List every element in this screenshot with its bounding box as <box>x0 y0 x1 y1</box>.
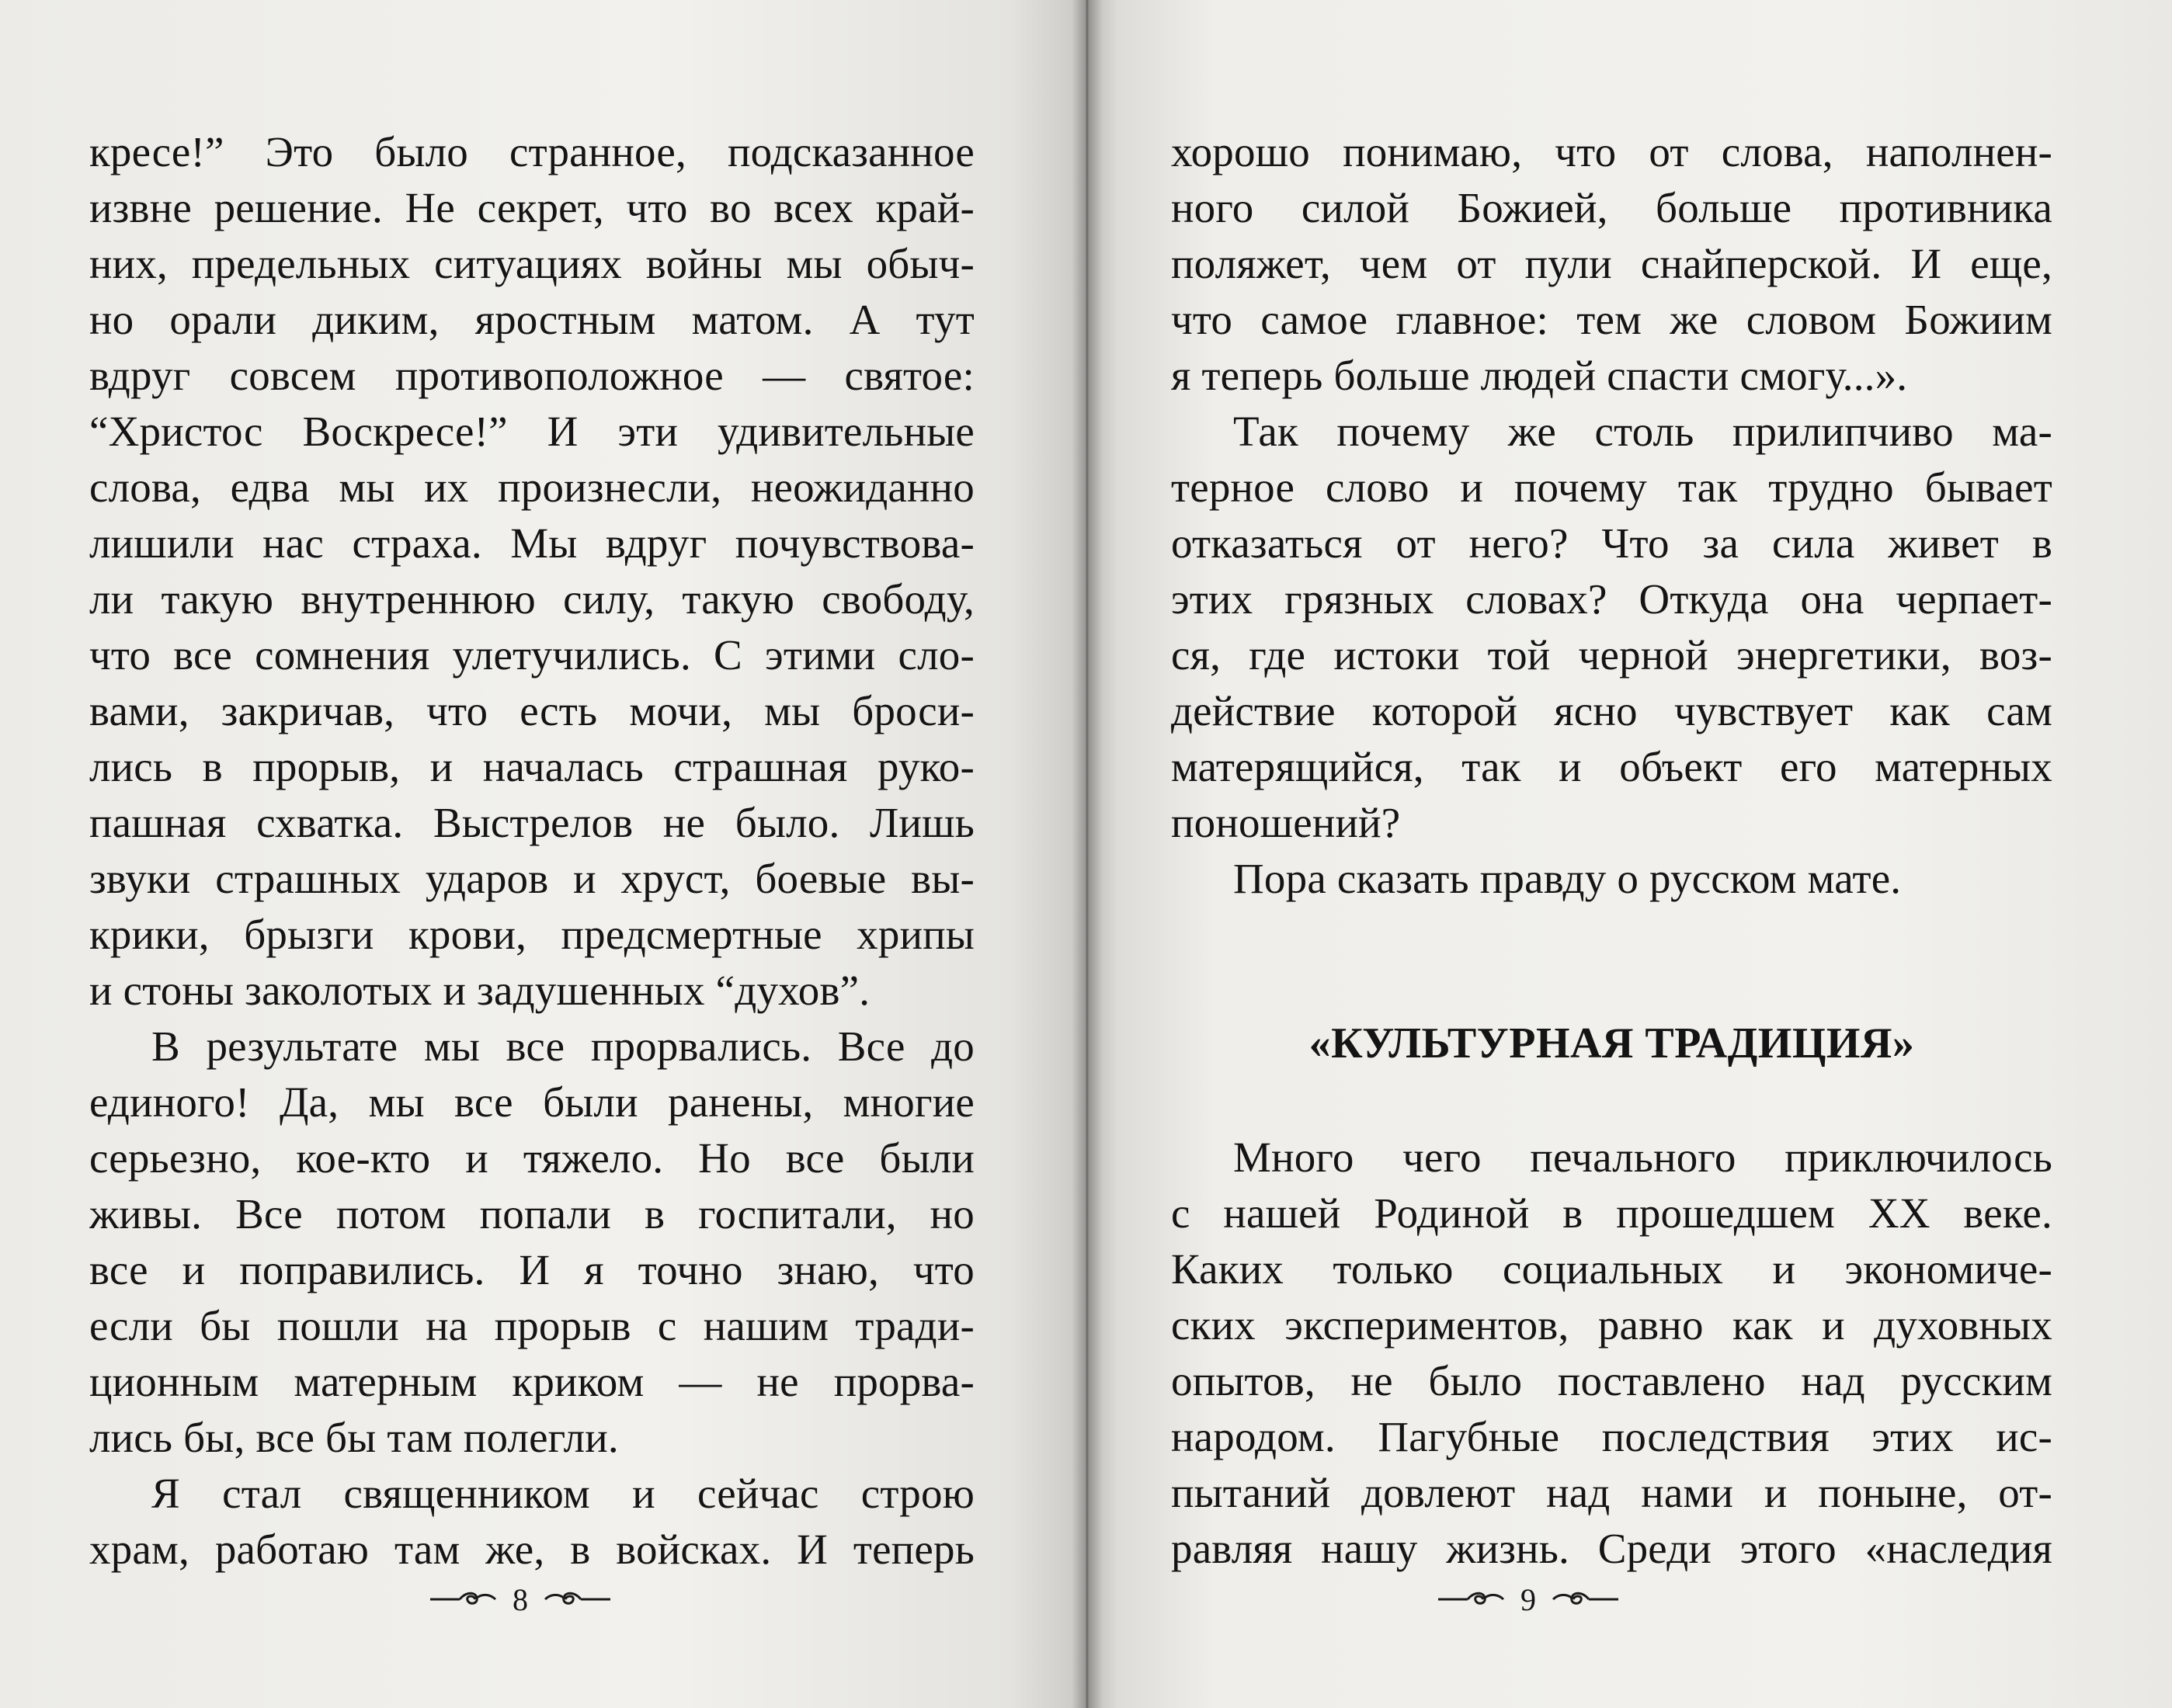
text-line: крики, брызги крови, предсмертные хрипы <box>89 911 975 958</box>
text-line: Много чего печального приключилось <box>1233 1133 2052 1181</box>
spacer <box>1171 907 2052 1015</box>
text-line: храм, работаю там же, в войсках. И теперь <box>89 1526 975 1573</box>
text-line: если бы пошли на прорыв с нашим тради- <box>89 1302 975 1349</box>
text-line: этих грязных словах? Откуда она черпает- <box>1171 575 2052 623</box>
page-number-right <box>1420 1576 1637 1623</box>
text-block-after-heading <box>1171 1130 2052 1577</box>
text-line: звуки страшных ударов и хруст, боевые вы- <box>89 855 975 902</box>
text-line: все и поправились. И я точно знаю, что <box>89 1246 975 1293</box>
text-line: них, предельных ситуациях войны мы обыч- <box>89 240 975 287</box>
text-line: живы. Все потом попали в госпитали, но <box>89 1190 975 1238</box>
text-line: поляжет, чем от пули снайперской. И еще, <box>1171 240 2052 287</box>
page-number-left <box>412 1576 629 1623</box>
text-line: и стоны заколотых и задушенных “духов”. <box>89 967 871 1014</box>
text-line: лишили нас страха. Мы вдруг почувствова- <box>89 519 975 567</box>
text-line: ционным матерным криком — не прорва- <box>89 1358 975 1405</box>
text-line: с нашей Родиной в прошедшем XX веке. <box>1171 1189 2052 1237</box>
text-line: ских экспериментов, равно как и духовных <box>1171 1301 2052 1349</box>
text-line: Так почему же столь прилипчиво ма- <box>1233 408 2052 455</box>
text-line: ся, где истоки той черной энергетики, воз- <box>1171 631 2052 679</box>
text-line: равляя нашу жизнь. Среди этого «наследия <box>1171 1525 2052 1572</box>
text-line: пашная схватка. Выстрелов не было. Лишь <box>89 799 975 846</box>
text-line: матерящийся, так и объект его матерных <box>1171 743 2052 790</box>
text-line: В результате мы все прорвались. Все до <box>151 1022 975 1070</box>
text-line: пытаний довлеют над нами и поныне, от- <box>1171 1469 2052 1516</box>
text-line: лись бы, все бы там полегли. <box>89 1414 619 1461</box>
text-line: поношений? <box>1171 799 1401 846</box>
text-line: но орали диким, яростным матом. А тут <box>89 296 975 343</box>
text-line: слова, едва мы их произнесли, неожиданно <box>89 463 975 511</box>
text-line: Пора сказать правду о русском мате. <box>1233 855 1902 902</box>
text-block-before-heading <box>1171 124 2052 907</box>
ornament-right-icon <box>542 1590 612 1609</box>
text-line: вдруг совсем противоположное — святое: <box>89 352 975 399</box>
text-line: Каких только социальных и экономиче- <box>1171 1245 2052 1293</box>
text-line: что все сомнения улетучились. С этими сло- <box>89 631 975 679</box>
spacer <box>1171 1071 2052 1130</box>
text-line: отказаться от него? Что за сила живет в <box>1171 519 2052 567</box>
text-line: извне решение. Не секрет, что во всех край- <box>89 184 975 231</box>
right-page <box>1086 0 2172 1708</box>
ornament-left-icon <box>429 1590 499 1609</box>
ornament-right-icon <box>1550 1590 1620 1609</box>
text-line: лись в прорыв, и началась страшная руко- <box>89 743 975 790</box>
book-gutter <box>1072 0 1103 1708</box>
text-line: что самое главное: тем же словом Божиим <box>1171 296 2052 343</box>
text-line: ного силой Божией, больше противника <box>1171 184 2052 231</box>
right-page-text <box>1171 124 2052 1577</box>
page-number-text: 8 <box>513 1581 528 1617</box>
text-line: ли такую внутреннюю силу, такую свободу, <box>89 575 975 623</box>
text-line: хорошо понимаю, что от слова, наполнен- <box>1171 128 2052 175</box>
text-line: народом. Пагубные последствия этих ис- <box>1171 1413 2052 1460</box>
text-line: “Христос Воскресе!” И эти удивительные <box>89 408 975 455</box>
text-line: действие которой ясно чувствует как сам <box>1171 687 2052 734</box>
text-line: терное слово и почему так трудно бывает <box>1171 463 2052 511</box>
text-line: опытов, не было поставлено над русским <box>1171 1357 2052 1404</box>
section-heading: «КУЛЬТУРНАЯ ТРАДИЦИЯ» <box>1308 1019 1915 1068</box>
page-number-text: 9 <box>1520 1581 1536 1617</box>
text-line: вами, закричав, что есть мочи, мы броси- <box>89 687 975 734</box>
text-line: Я стал священником и сейчас строю <box>151 1470 975 1517</box>
ornament-left-icon <box>1437 1590 1506 1609</box>
text-line: серьезно, кое-кто и тяжело. Но все были <box>89 1134 975 1182</box>
text-line: я теперь больше людей спасти смогу...». <box>1171 352 1908 399</box>
text-line: кресе!” Это было странное, подсказанное <box>89 128 975 175</box>
text-line: единого! Да, мы все были ранены, многие <box>89 1078 975 1126</box>
left-page-text <box>89 124 975 1578</box>
